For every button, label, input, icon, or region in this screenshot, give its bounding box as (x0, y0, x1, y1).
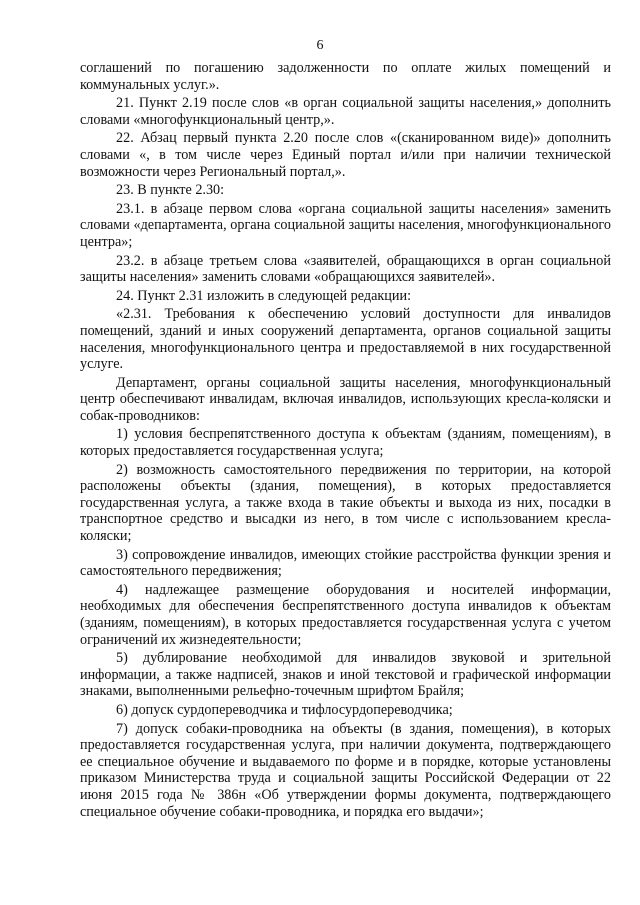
paragraph-item-23: 23. В пункте 2.30: (116, 182, 225, 199)
list-item-6: 6) допуск сурдопереводчика и тифлосурдопереводчика; (116, 701, 453, 718)
paragraph-item-23-1: 23.1. в абзаце первом слова «органа социальной защиты населения» заменить словами «департамента, органа социальной защиты населения, многофункционального центра»; (80, 200, 611, 250)
list-item-4: 4) надлежащее размещение оборудования и носителей информации, необходимых для обеспечения беспрепятственного доступа инвалидов к объектам (зданиям, помещениям), в которых предоставляется государственная услуга с учетом ограничений их жизнедеятельности; (80, 581, 611, 648)
paragraph-clause-2-31: «2.31. Требования к обеспечению условий доступности для инвалидов помещений, зданий и иных сооружений департамента, органов социальной защиты населения, многофункционального центра и предоставляемой в них государственной услуге. (80, 306, 611, 373)
page-number: 6 (316, 38, 324, 53)
list-item-1: 1) условия беспрепятственного доступа к объектам (зданиям, помещениям), в которых предоставляется государственная услуга; (80, 426, 611, 460)
paragraph-item-24: 24. Пункт 2.31 изложить в следующей редакции: (116, 287, 412, 304)
paragraph-item-22: 22. Абзац первый пункта 2.20 после слов «(сканированном виде)» дополнить словами «, в том числе через Единый портал и/или при наличии технической возможности через Региональный портал,». (80, 130, 611, 180)
list-item-5: 5) дублирование необходимой для инвалидов звуковой и зрительной информации, а также надписей, знаков и иной текстовой и графической информации знаками, выполненными рельефно-точечным шрифтом Брайля; (80, 650, 611, 700)
list-item-2: 2) возможность самостоятельного передвижения по территории, на которой расположены объекты (здания, помещения), в которых предоставляется государственная услуга, а также входа в такие объекты и выхода из них, посадки в транспортное средство и высадки из него, в том числе с использованием кресла-коляски; (80, 461, 611, 545)
document-body (80, 60, 611, 822)
list-item-3: 3) сопровождение инвалидов, имеющих стойкие расстройства функции зрения и самостоятельного передвижения; (80, 546, 611, 580)
paragraph-item-23-2: 23.2. в абзаце третьем слова «заявителей, обращающихся в орган социальной защиты населения» заменить словами «обращающихся заявителей». (80, 252, 611, 286)
list-item-7: 7) допуск собаки-проводника на объекты (в здания, помещения), в которых предоставляется государственная услуга, при наличии документа, подтверждающего ее специальное обучение и выдаваемого по форме и в порядке, которые установлены приказом Министерства труда и социальной защиты Российской Федерации от 22 июня 2015 года № 386н «Об утверждении формы документа, подтверждающего специальное обучение собаки-проводника, и порядка его выдачи»; (80, 720, 611, 820)
paragraph-departments-provide: Департамент, органы социальной защиты населения, многофункциональный центр обеспечивают инвалидам, включая инвалидов, использующих кресла-коляски и собак-проводников: (80, 374, 611, 424)
paragraph-item-21: 21. Пункт 2.19 после слов «в орган социальной защиты населения,» дополнить словами «многофункциональный центр,». (80, 95, 611, 128)
paragraph-continuation: соглашений по погашению задолженности по оплате жилых помещений и коммунальных услуг.». (80, 60, 611, 93)
